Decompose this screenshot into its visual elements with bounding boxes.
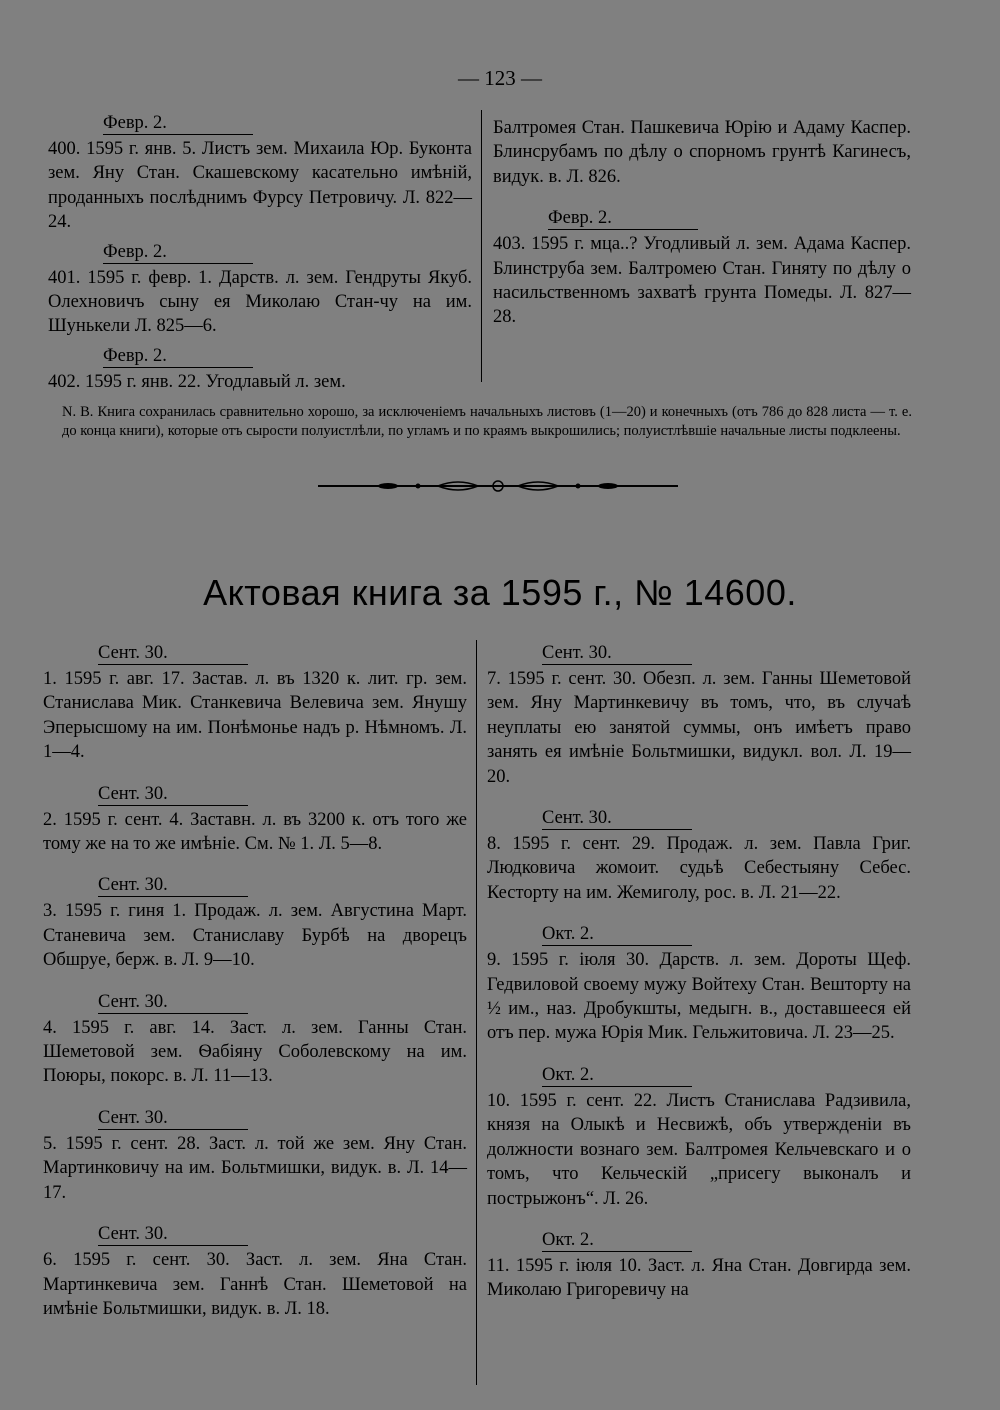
entry-text: 7. 1595 г. сент. 30. Обезп. л. зем. Ганны Шеметовой зем. Яну Мартинкевичу въ томъ, что, въ случаѣ неуплаты ею занятой суммы, онъ имѣетъ право занять ея имѣніе Больтмишки, видукл. вол. Л. 19—20. [487, 669, 911, 787]
entry-text: 400. 1595 г. янв. 5. Листъ зем. Михаила Юр. Буконта зем. Яну Стан. Скашевскому касательно имѣній, проданныхъ послѣднимъ Фурсу Петровичу. Л. 822—24. [48, 139, 472, 233]
bottom-right-column [487, 642, 911, 1321]
entry-3 [43, 874, 467, 972]
entry-date: Сент. 30. [98, 1223, 248, 1246]
column-divider-top [481, 110, 482, 382]
entry-4 [43, 991, 467, 1089]
entry-400 [48, 112, 472, 235]
entry-8 [487, 807, 911, 905]
entry-7 [487, 642, 911, 789]
entry-text: 401. 1595 г. февр. 1. Дарств. л. зем. Гендруты Якуб. Олехновичъ сыну ея Миколаю Стан-чу на им. Шунькели Л. 825—6. [48, 267, 472, 337]
entry-10 [487, 1064, 911, 1211]
entry-text: Балтромея Стан. Пашкевича Юрію и Адаму Каспер. Блинсрубамъ по дѣлу о спорномъ грунтѣ Кагинесъ, видук. в. Л. 826. [493, 118, 911, 187]
entry-11 [487, 1229, 911, 1303]
top-left-column [48, 112, 472, 400]
entry-402 [48, 345, 472, 394]
entry-date: Окт. 2. [542, 923, 692, 946]
entry-date: Февр. 2. [103, 345, 253, 368]
entry-text: 8. 1595 г. сент. 29. Продаж. л. зем. Павла Григ. Людковича жомоит. судьѣ Себестыяну Себес. Кесторту на им. Жемиголу, рос. в. Л. 21—22. [487, 834, 911, 903]
book-title: Актовая книга за 1595 г., № 14600. [203, 572, 797, 613]
entry-date: Февр. 2. [103, 241, 253, 264]
entry-401 [48, 241, 472, 339]
entry-2 [43, 783, 467, 857]
entry-date: Февр. 2. [103, 112, 253, 135]
entry-403 [493, 207, 911, 330]
entry-402-continued [493, 116, 911, 189]
column-divider-bottom [476, 640, 477, 1385]
entry-text: 3. 1595 г. гиня 1. Продаж. л. зем. Августина Март. Станевича зем. Станиславу Бурбѣ на дворецъ Обшруе, берж. в. Л. 9—10. [43, 901, 467, 971]
top-right-column [493, 116, 911, 348]
entry-date: Сент. 30. [98, 783, 248, 806]
nota-bene-note: N. B. Книга сохранилась сравнительно хорошо, за исключеніемъ начальныхъ листовъ (1—20) и конечныхъ (отъ 786 до 828 листа — т. е. до конца книги), которые отъ сырости полуистлѣли, по угламъ и по краямъ выкрошились; полуистлѣвшіе начальные листы подклеены. [62, 404, 912, 439]
entry-5 [43, 1107, 467, 1205]
entry-text: 1. 1595 г. авг. 17. Застав. л. въ 1320 к. лит. гр. зем. Станислава Мик. Станкевича Велевича зем. Янушу Эперысшому на им. Понѣмонье надъ р. Нѣмномъ. Л. 1—4. [43, 669, 467, 763]
entry-date: Февр. 2. [548, 207, 698, 230]
entry-9 [487, 923, 911, 1046]
entry-text: 402. 1595 г. янв. 22. Угодлавый л. зем. [48, 371, 346, 392]
entry-date: Сент. 30. [98, 642, 248, 665]
entry-text: 4. 1595 г. авг. 14. Заст. л. зем. Ганны Стан. Шеметовой зем. Ѳабіяну Соболевскому на им. Поюры, покорс. в. Л. 11—13. [43, 1017, 467, 1087]
entry-date: Сент. 30. [98, 874, 248, 897]
entry-text: 6. 1595 г. сент. 30. Заст. л. зем. Яна Стан. Мартинкевича зем. Ганнѣ Стан. Шеметовой на имѣніе Больтмишки, видук. в. Л. 18. [43, 1250, 467, 1319]
entry-date: Сент. 30. [542, 642, 692, 665]
entry-text: 403. 1595 г. мца..? Угодливый л. зем. Адама Каспер. Блинструба зем. Балтромею Стан. Гиняту по дѣлу о насильственномъ захватѣ грунта Помеды. Л. 827—28. [493, 234, 911, 328]
ornament-divider [318, 478, 678, 494]
entry-text: 9. 1595 г. іюля 30. Дарств. л. зем. Дороты Щеф. Гедвиловой своему мужу Войтеху Стан. Вешторту на ½ им., наз. Дробукшты, медыгн. в., доставшееся ей отъ пер. мужа Юрія Мик. Гельжитовича. Л. 23—25. [487, 950, 911, 1044]
entry-date: Сент. 30. [542, 807, 692, 830]
entry-date: Окт. 2. [542, 1229, 692, 1252]
entry-date: Сент. 30. [98, 1107, 248, 1130]
entry-text: 5. 1595 г. сент. 28. Заст. л. той же зем. Яну Стан. Мартинковичу на им. Больтмишки, видук. в. Л. 14—17. [43, 1133, 467, 1203]
entry-text: 11. 1595 г. іюля 10. Заст. л. Яна Стан. Довгирда зем. Миколаю Григоревичу на [487, 1255, 911, 1301]
entry-text: 2. 1595 г. сент. 4. Заставн. л. въ 3200 к. отъ того же тому же на то же имѣніе. См. № 1. Л. 5—8. [43, 809, 467, 855]
entry-date: Сент. 30. [98, 991, 248, 1014]
entry-6 [43, 1223, 467, 1321]
entry-text: 10. 1595 г. сент. 22. Листъ Станислава Радзивила, князя на Олыкѣ и Несвижѣ, объ утвержденіи въ должности вознаго зем. Балтромея Кельчевскаго и о томъ, что Кельческій „присегу выконалъ и пострыжонъ“. Л. 26. [487, 1090, 911, 1209]
page-number: — 123 — [458, 66, 542, 90]
entry-date: Окт. 2. [542, 1064, 692, 1087]
entry-1 [43, 642, 467, 765]
bottom-left-column [43, 642, 467, 1339]
